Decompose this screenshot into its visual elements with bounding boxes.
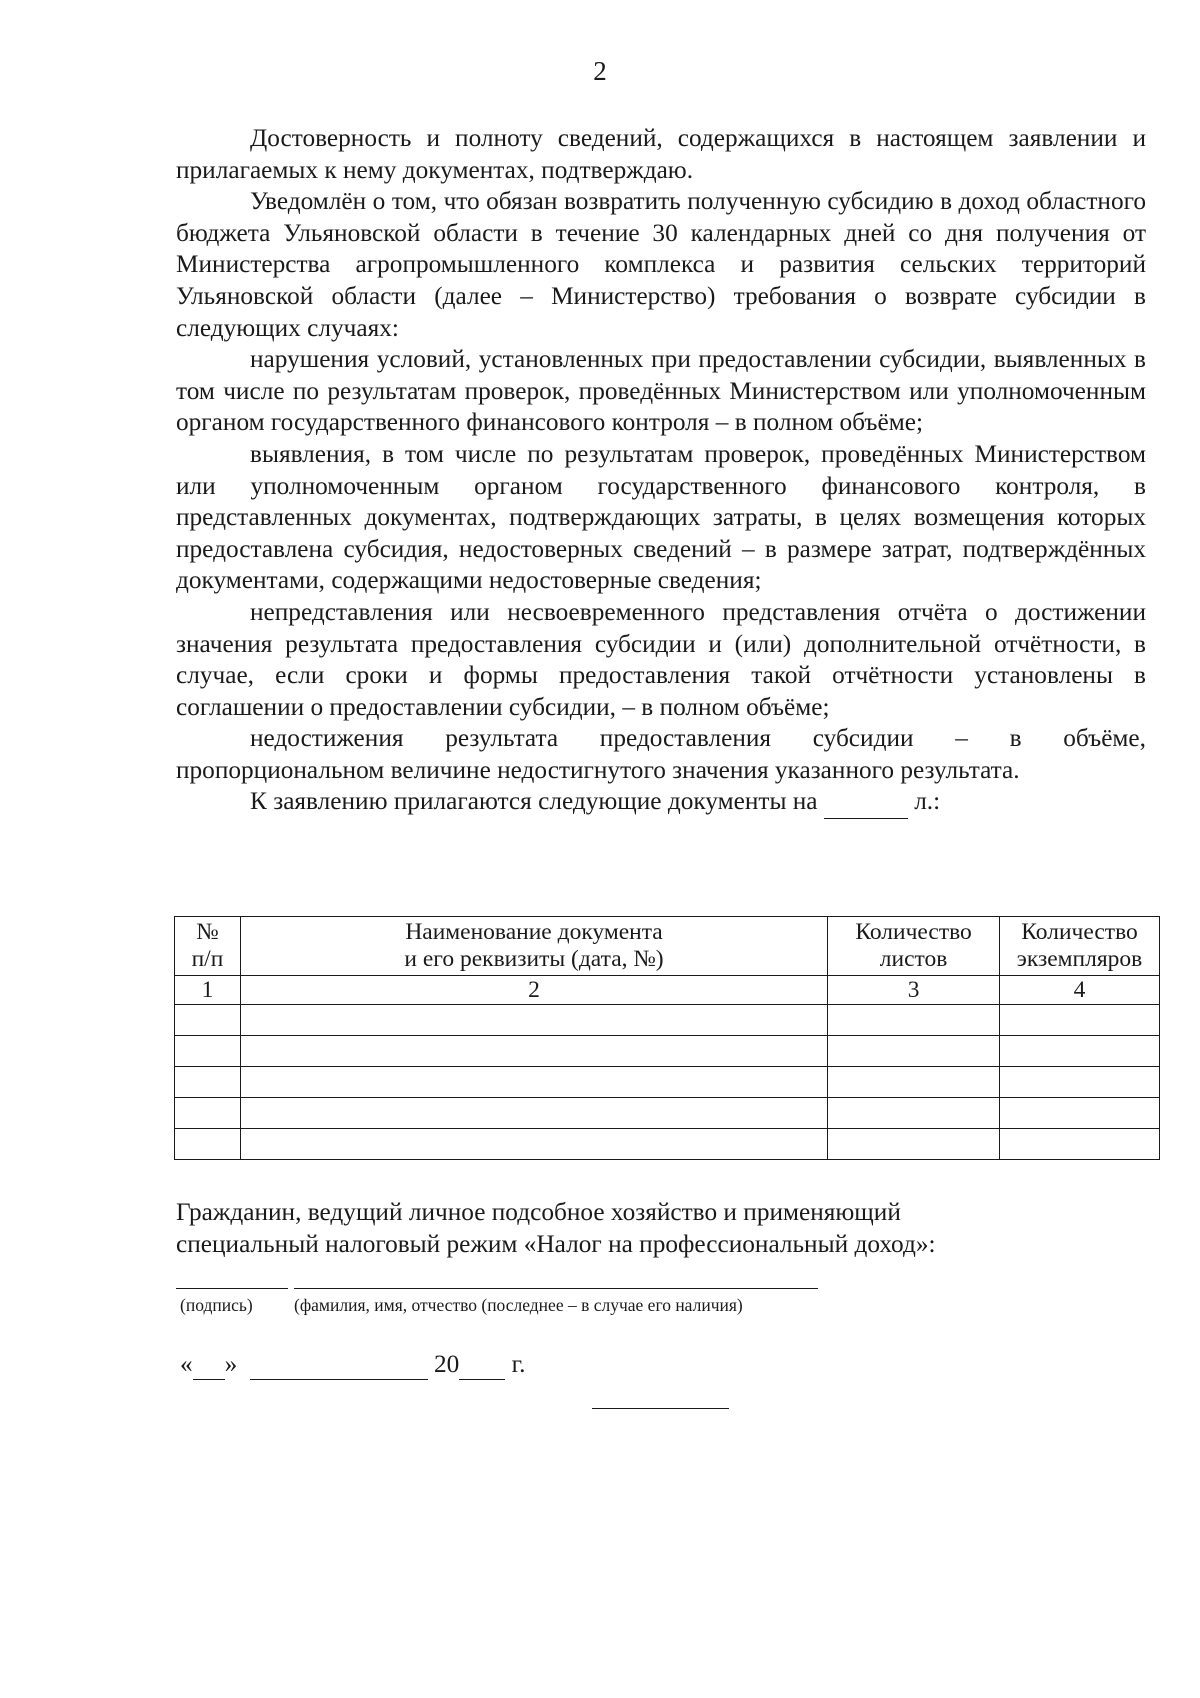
table-row: [175, 1129, 1160, 1160]
table-cell[interactable]: [175, 1129, 241, 1160]
citizen-line-1: Гражданин, ведущий личное подсобное хозяйство и применяющий: [176, 1198, 901, 1226]
year-field[interactable]: [459, 1350, 505, 1380]
attachments-line: [176, 786, 1146, 819]
signature-label: (подпись): [180, 1295, 253, 1315]
column-number-4: 4: [1000, 976, 1160, 1005]
table-cell[interactable]: [828, 1129, 1000, 1160]
month-field[interactable]: [250, 1350, 428, 1380]
table-cell[interactable]: [828, 1067, 1000, 1098]
table-cell[interactable]: [175, 1036, 241, 1067]
table-cell[interactable]: [240, 1005, 827, 1036]
statement-text: [176, 123, 1146, 819]
table-column-numbers-row: [175, 976, 1160, 1005]
table-cell[interactable]: [1000, 1036, 1160, 1067]
table-header-row: [175, 917, 1160, 976]
header-cell-sheets: Количество листов: [828, 917, 1000, 976]
column-number-1: 1: [175, 976, 241, 1005]
table-row: [175, 1098, 1160, 1129]
sheet-count-field[interactable]: [824, 786, 908, 819]
table-cell[interactable]: [175, 1098, 241, 1129]
table-cell[interactable]: [240, 1036, 827, 1067]
table-cell[interactable]: [240, 1098, 827, 1129]
column-number-3: 3: [828, 976, 1000, 1005]
table-cell[interactable]: [1000, 1067, 1160, 1098]
table-cell[interactable]: [240, 1129, 827, 1160]
paragraph-case-false-info: выявления, в том числе по результатам проверок, проведённых Министерством или уполномоченным органом государственного финансового контроля, в представленных документах, подтверждающих затраты, в целях возмещения которых предоставлена субсидия, недостоверных сведений – в размере затрат, подтверждённых документами, содержащими недостоверные сведения;: [176, 439, 1146, 595]
table-cell[interactable]: [828, 1036, 1000, 1067]
table-cell[interactable]: [1000, 1129, 1160, 1160]
table-cell[interactable]: [175, 1005, 241, 1036]
signature-field[interactable]: [176, 1288, 288, 1289]
table-row: [175, 1036, 1160, 1067]
day-field[interactable]: [193, 1350, 225, 1380]
table-cell[interactable]: [828, 1098, 1000, 1129]
attachments-unit: л.:: [914, 787, 941, 816]
table-cell[interactable]: [1000, 1098, 1160, 1129]
table-row: [175, 1005, 1160, 1036]
paragraph-notice: Уведомлён о том, что обязан возвратить полученную субсидию в доход областного бюджета Ульяновской области в течение 30 календарных дней со дня получения от Министерства агропромышленного комплекса и развития сельских территорий Ульяновской области (далее – Министерство) требования о возврате субсидии в следующих случаях:: [176, 187, 1146, 342]
paragraph-case-not-achieved: недостижения результата предоставления субсидии – в объёме, пропорциональном величине недостигнутого значения указанного результата.: [176, 724, 1146, 784]
full-name-label: (фамилия, имя, отчество (последнее – в случае его наличия): [294, 1295, 743, 1315]
table-cell[interactable]: [240, 1067, 827, 1098]
column-number-2: 2: [240, 976, 827, 1005]
attachments-table: [174, 916, 1160, 1160]
table-cell[interactable]: [1000, 1005, 1160, 1036]
table-cell[interactable]: [175, 1067, 241, 1098]
paragraph-case-violation: нарушения условий, установленных при предоставлении субсидии, выявленных в том числе по результатам проверок, проведённых Министерством или уполномоченным органом государственного финансового контроля – в полном объёме;: [176, 345, 1146, 437]
citizen-block: [176, 1196, 1076, 1260]
attachments-lead: К заявлению прилагаются следующие документы на: [250, 787, 818, 816]
header-cell-number: № п/п: [175, 917, 241, 976]
table-cell[interactable]: [828, 1005, 1000, 1036]
header-cell-copies: Количество экземпляров: [1000, 917, 1160, 976]
paragraph-confirmation: Достоверность и полноту сведений, содержащихся в настоящем заявлении и прилагаемых к нему документах, подтверждаю.: [176, 124, 1146, 184]
end-divider: [592, 1408, 729, 1409]
table-row: [175, 1067, 1160, 1098]
citizen-line-2: специальный налоговый режим «Налог на профессиональный доход»:: [176, 1230, 936, 1258]
paragraph-case-no-report: непредставления или несвоевременного представления отчёта о достижении значения результата предоставления субсидии и (или) дополнительной отчётности, в случае, если сроки и формы предоставления такой отчётности установлены в соглашении о предоставлении субсидии, – в полном объёме;: [176, 597, 1146, 721]
header-cell-document-name: Наименование документа и его реквизиты (дата, №): [240, 917, 827, 976]
page-number: 2: [593, 56, 607, 86]
date-line: « » 20 г.: [180, 1350, 526, 1378]
full-name-field[interactable]: [294, 1288, 818, 1289]
